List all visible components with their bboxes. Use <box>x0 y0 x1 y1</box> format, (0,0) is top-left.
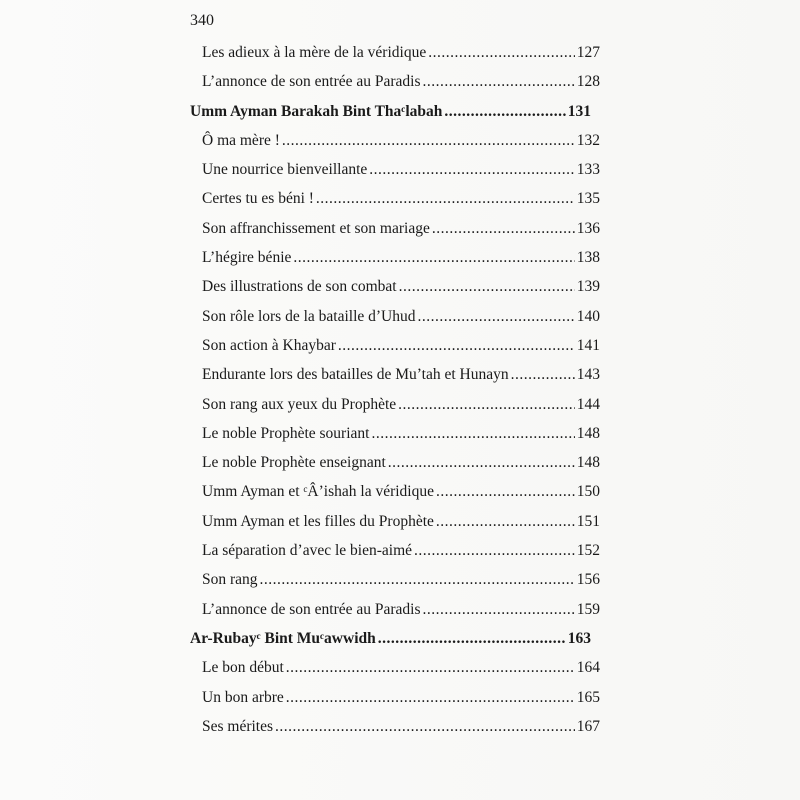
entry-page-number: 151 <box>576 512 600 530</box>
entry-title: Le noble Prophète souriant <box>202 424 370 442</box>
entry-page-number: 148 <box>576 424 600 442</box>
toc-section-entry <box>190 360 600 389</box>
toc-section-entry <box>190 302 600 331</box>
entry-page-number: 133 <box>576 161 600 179</box>
dot-leader <box>423 595 575 624</box>
toc-chapter-entry <box>190 97 600 126</box>
entry-page-number: 135 <box>576 190 600 208</box>
table-of-contents <box>190 38 600 741</box>
dot-leader <box>432 214 575 243</box>
dot-leader <box>414 536 575 565</box>
entry-title: Son rôle lors de la bataille d’Uhud <box>202 307 416 325</box>
entry-page-number: 148 <box>576 454 600 472</box>
toc-section-entry <box>190 536 600 565</box>
dot-leader <box>511 360 575 389</box>
entry-title: L’annonce de son entrée au Paradis <box>202 600 421 618</box>
entry-page-number: 156 <box>576 571 600 589</box>
dot-leader <box>378 624 566 653</box>
toc-section-entry <box>190 448 600 477</box>
entry-title: Umm Ayman Barakah Bint Thaᶜlabah <box>190 102 443 120</box>
dot-leader <box>282 126 575 155</box>
toc-section-entry <box>190 38 600 67</box>
dot-leader <box>444 97 565 126</box>
entry-page-number: 141 <box>576 336 600 354</box>
entry-title: Ses mérites <box>202 717 274 735</box>
entry-page-number: 159 <box>576 600 600 618</box>
toc-section-entry <box>190 155 600 184</box>
dot-leader <box>316 184 575 213</box>
entry-title: Certes tu es béni ! <box>202 190 314 208</box>
dot-leader <box>423 67 575 96</box>
entry-title: Endurante lors des batailles de Mu’tah et Hunayn <box>202 366 509 384</box>
entry-page-number: 164 <box>576 659 600 677</box>
entry-title: L’hégire bénie <box>202 249 292 267</box>
toc-chapter-entry <box>190 624 600 653</box>
entry-title: Son action à Khaybar <box>202 336 336 354</box>
entry-page-number: 165 <box>576 688 600 706</box>
toc-section-entry <box>190 507 600 536</box>
entry-page-number: 131 <box>567 102 591 120</box>
entry-page-number: 132 <box>576 131 600 149</box>
entry-title: Des illustrations de son combat <box>202 278 397 296</box>
toc-section-entry <box>190 243 600 272</box>
entry-title: Ô ma mère ! <box>202 131 280 149</box>
entry-page-number: 163 <box>567 629 591 647</box>
dot-leader <box>418 302 575 331</box>
dot-leader <box>436 477 575 506</box>
toc-section-entry <box>190 653 600 682</box>
entry-page-number: 139 <box>576 278 600 296</box>
dot-leader <box>338 331 575 360</box>
entry-page-number: 128 <box>576 73 600 91</box>
dot-leader <box>260 565 575 594</box>
toc-section-entry <box>190 331 600 360</box>
page-number: 340 <box>190 12 214 29</box>
entry-page-number: 144 <box>576 395 600 413</box>
dot-leader <box>286 653 575 682</box>
entry-page-number: 167 <box>576 717 600 735</box>
entry-title: Le bon début <box>202 659 284 677</box>
entry-title: Une nourrice bienveillante <box>202 161 368 179</box>
dot-leader <box>369 155 574 184</box>
entry-page-number: 140 <box>576 307 600 325</box>
toc-section-entry <box>190 184 600 213</box>
entry-title: Son affranchissement et son mariage <box>202 219 430 237</box>
entry-title: L’annonce de son entrée au Paradis <box>202 73 421 91</box>
entry-title: Le noble Prophète enseignant <box>202 454 386 472</box>
dot-leader <box>436 507 575 536</box>
toc-section-entry <box>190 683 600 712</box>
toc-section-entry <box>190 477 600 506</box>
dot-leader <box>293 243 574 272</box>
entry-title: Son rang aux yeux du Prophète <box>202 395 397 413</box>
entry-page-number: 127 <box>576 44 600 61</box>
entry-title: Umm Ayman et ᶜÂ’ishah la véridique <box>202 483 434 501</box>
toc-section-entry <box>190 712 600 741</box>
entry-page-number: 152 <box>576 542 600 560</box>
dot-leader <box>388 448 575 477</box>
dot-leader <box>275 712 575 741</box>
entry-title: Un bon arbre <box>202 688 284 706</box>
entry-page-number: 138 <box>576 249 600 267</box>
entry-title: Ar-Rubayᶜ Bint Muᶜawwidh <box>190 629 376 647</box>
entry-page-number: 143 <box>576 366 600 384</box>
toc-section-entry <box>190 419 600 448</box>
toc-section-entry <box>190 595 600 624</box>
toc-section-entry <box>190 214 600 243</box>
dot-leader <box>428 38 575 67</box>
entry-title: Les adieux à la mère de la véridique <box>202 44 427 61</box>
entry-page-number: 150 <box>576 483 600 501</box>
dot-leader <box>399 272 575 301</box>
entry-title: Umm Ayman et les filles du Prophète <box>202 512 434 530</box>
toc-section-entry <box>190 565 600 594</box>
dot-leader <box>371 419 574 448</box>
toc-section-entry <box>190 67 600 96</box>
toc-section-entry <box>190 272 600 301</box>
dot-leader <box>286 683 575 712</box>
entry-title: Son rang <box>202 571 258 589</box>
toc-section-entry <box>190 126 600 155</box>
toc-section-entry <box>190 390 600 419</box>
entry-title: La séparation d’avec le bien-aimé <box>202 542 412 560</box>
entry-page-number: 136 <box>576 219 600 237</box>
dot-leader <box>398 390 575 419</box>
